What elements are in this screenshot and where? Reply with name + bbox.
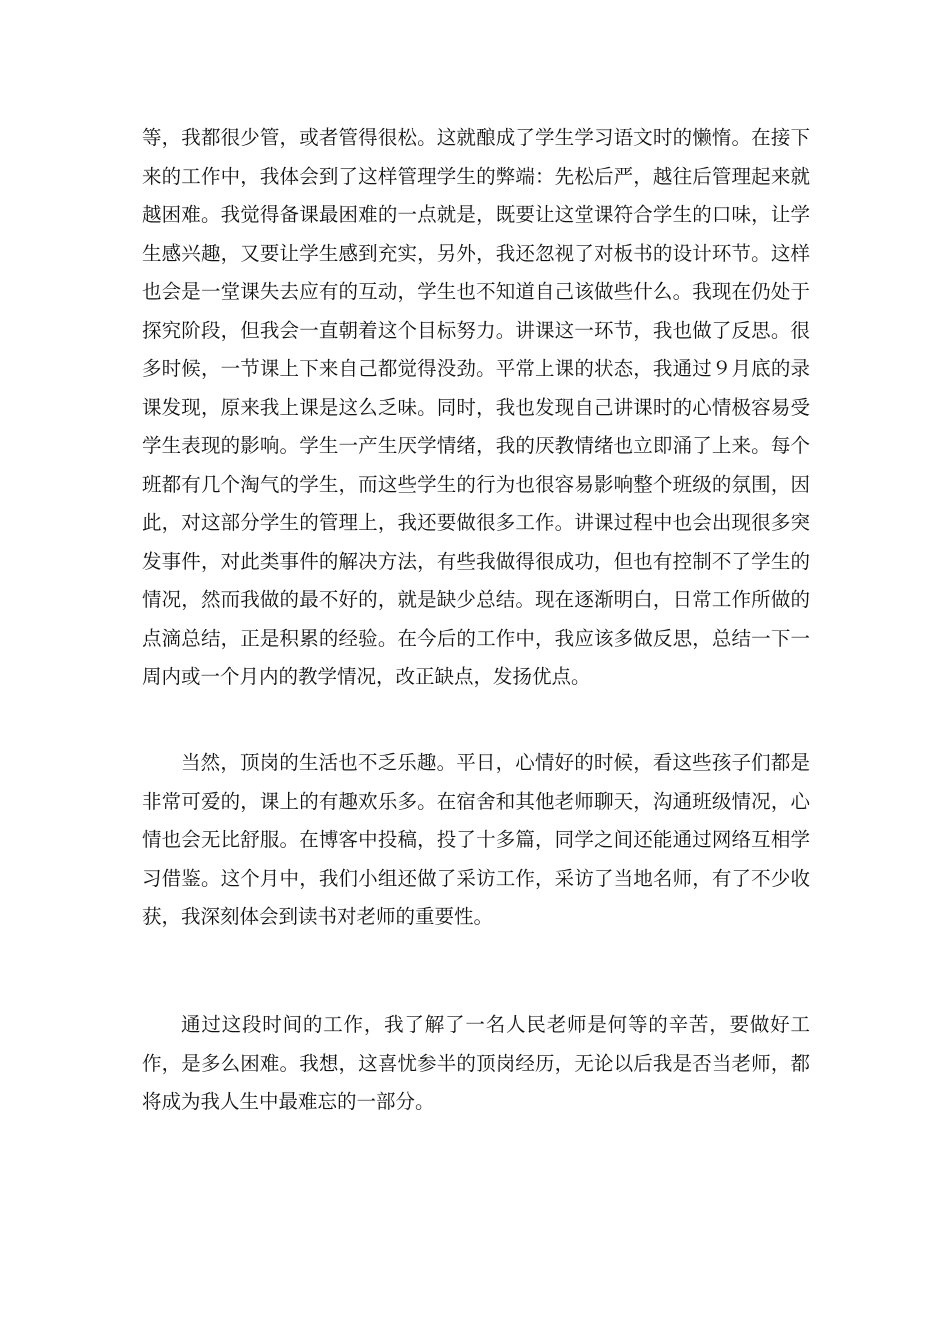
paragraph-enjoyment: 当然，顶岗的生活也不乏乐趣。平日，心情好的时候，看这些孩子们都是非常可爱的，课上的有趣欢乐多。在宿舍和其他老师聊天，沟通班级情况，心情也会无比舒服。在博客中投稿，投了十多篇，同学之间还能通过网络互相学习借鉴。这个月中，我们小组还做了采访工作，采访了当地名师，有了不少收获，我深刻体会到读书对老师的重要性。	[142, 751, 810, 928]
paragraph-reflection: 等，我都很少管，或者管得很松。这就酿成了学生学习语文时的懒惰。在接下来的工作中，我体会到了这样管理学生的弊端：先松后严，越往后管理起来就越困难。我觉得备课最困难的一点就是，既要让这堂课符合学生的口味，让学生感兴趣，又要让学生感到充实，另外，我还忽视了对板书的设计环节。这样也会是一堂课失去应有的互动，学生也不知道自己该做些什么。我现在仍处于探究阶段，但我会一直朝着这个目标努力。讲课这一环节，我也做了反思。很多时候，一节课上下来自己都觉得没劲。平常上课的状态，我通过９月底的录课发现，原来我上课是这么乏味。同时，我也发现自己讲课时的心情极容易受学生表现的影响。学生一产生厌学情绪，我的厌教情绪也立即涌了上来。每个班都有几个淘气的学生，而这些学生的行为也很容易影响整个班级的氛围，因此，对这部分学生的管理上，我还要做很多工作。讲课过程中也会出现很多突发事件，对此类事件的解决方法，有些我做得很成功，但也有控制不了学生的情况，然而我做的最不好的，就是缺少总结。现在逐渐明白，日常工作所做的点滴总结，正是积累的经验。在今后的工作中，我应该多做反思，总结一下一周内或一个月内的教学情况，改正缺点，发扬优点。	[142, 126, 810, 688]
paragraph-conclusion: 通过这段时间的工作，我了解了一名人民老师是何等的辛苦，要做好工作，是多么困难。我想，这喜忧参半的顶岗经历，无论以后我是否当老师，都将成为我人生中最难忘的一部分。	[142, 1013, 810, 1113]
